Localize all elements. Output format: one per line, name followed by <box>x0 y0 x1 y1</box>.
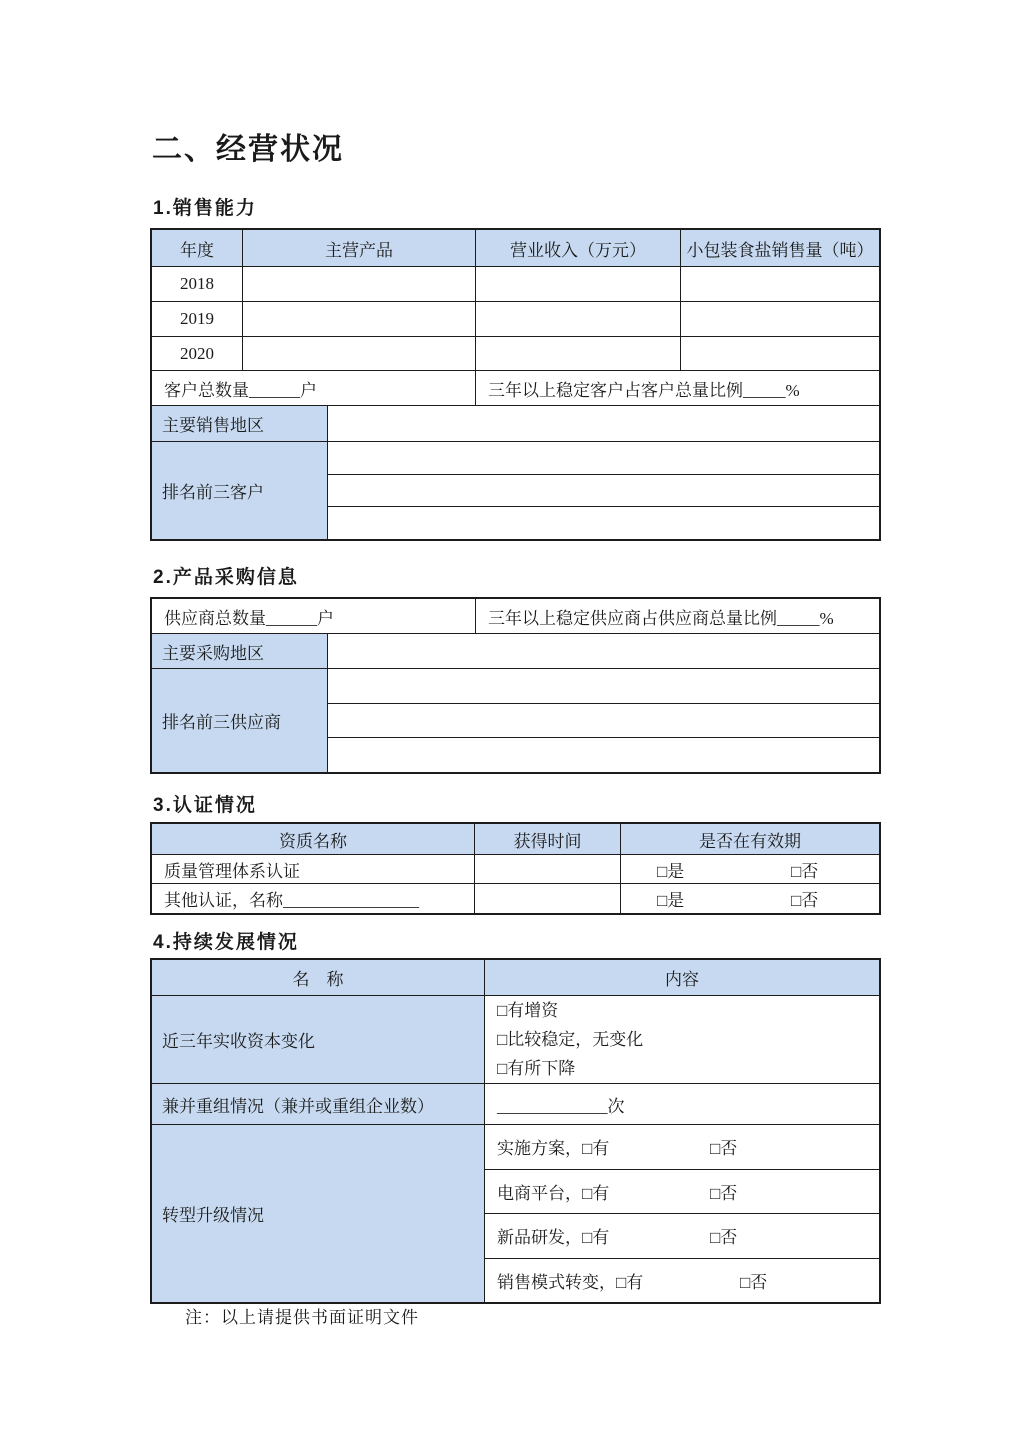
col-header-qualification: 资质名称 <box>152 824 474 854</box>
label-cell: 排名前三客户 <box>152 442 327 539</box>
checkbox-no[interactable]: □否 <box>791 861 819 881</box>
transformation-line <box>485 1213 879 1258</box>
page-title: 二、经营状况 <box>152 133 344 166</box>
merger-row <box>152 1083 879 1124</box>
supplier-total-field[interactable]: 供应商总数量______户 <box>164 608 334 628</box>
input-cell[interactable] <box>474 884 620 913</box>
checkbox-option[interactable]: □有所下降 <box>497 1059 576 1078</box>
year-cell: 2020 <box>180 343 214 363</box>
checkbox-yes[interactable]: □有 <box>582 1183 610 1203</box>
validity-cell <box>620 855 879 883</box>
table-row <box>152 266 879 301</box>
option-label: 电商平台， <box>497 1183 582 1203</box>
checkbox-no[interactable]: □否 <box>791 891 819 910</box>
input-cell[interactable] <box>242 267 475 301</box>
top3-suppliers-row <box>152 668 879 772</box>
input-cell[interactable] <box>328 442 879 474</box>
table-row <box>152 336 879 370</box>
customer-total-field[interactable]: 客户总数量______户 <box>164 380 317 400</box>
sales-region-row <box>152 405 879 441</box>
merger-count-field[interactable]: _____________次 <box>484 1084 879 1124</box>
supplier-total-row <box>152 599 879 633</box>
input-cell[interactable] <box>474 855 620 883</box>
customer-total-row <box>152 370 879 405</box>
label-cell: 主要销售地区 <box>152 406 327 441</box>
checkbox-yes[interactable]: □有 <box>616 1272 644 1292</box>
validity-cell <box>620 884 879 913</box>
sales-header-row <box>152 230 879 266</box>
col-header-revenue: 营业收入（万元） <box>475 230 680 266</box>
year-cell: 2018 <box>180 274 214 293</box>
checkbox-yes[interactable]: □有 <box>582 1228 610 1248</box>
checkbox-yes[interactable]: □是 <box>657 861 685 881</box>
input-cell[interactable] <box>475 337 680 370</box>
input-cell[interactable] <box>680 302 879 336</box>
development-header-row <box>152 960 879 995</box>
input-cell[interactable] <box>242 337 475 370</box>
input-cell[interactable] <box>475 267 680 301</box>
top3-customer-lines <box>327 442 879 539</box>
option-label: 新品研发， <box>497 1228 582 1248</box>
section-3-heading: 3.认证情况 <box>153 795 257 816</box>
label-cell: 转型升级情况 <box>152 1125 484 1302</box>
input-cell[interactable] <box>242 302 475 336</box>
input-cell[interactable] <box>328 506 879 539</box>
capital-change-row <box>152 995 879 1083</box>
checkbox-no[interactable]: □否 <box>710 1183 738 1203</box>
transformation-line <box>485 1258 879 1303</box>
input-cell[interactable] <box>328 474 879 507</box>
transformation-line <box>485 1169 879 1214</box>
checkbox-no[interactable]: □否 <box>710 1228 738 1248</box>
col-header-content: 内容 <box>484 960 879 995</box>
section-4-heading: 4.持续发展情况 <box>153 932 299 953</box>
development-table <box>150 958 881 1304</box>
label-cell: 主要采购地区 <box>152 634 327 668</box>
checkbox-yes[interactable]: □是 <box>657 891 685 910</box>
input-cell[interactable] <box>680 267 879 301</box>
qualification-name-other[interactable]: 其他认证，名称________________ <box>164 891 419 910</box>
year-cell: 2019 <box>180 309 214 328</box>
certification-table <box>150 822 881 915</box>
table-row <box>152 854 879 883</box>
table-row <box>152 301 879 336</box>
footnote: 注：以上请提供书面证明文件 <box>185 1308 419 1327</box>
stable-supplier-ratio-field[interactable]: 三年以上稳定供应商占供应商总量比例_____% <box>475 599 879 633</box>
col-header-validity: 是否在有效期 <box>620 824 879 854</box>
checkbox-no[interactable]: □否 <box>710 1139 738 1159</box>
label-cell: 近三年实收资本变化 <box>152 996 484 1083</box>
col-header-salt-volume: 小包装食盐销售量（吨） <box>680 230 879 266</box>
checkbox-option[interactable]: □有增资 <box>497 1001 559 1020</box>
input-cell[interactable] <box>680 337 879 370</box>
input-cell[interactable] <box>328 737 879 772</box>
transformation-row <box>152 1124 879 1302</box>
label-cell: 排名前三供应商 <box>152 669 327 772</box>
transformation-lines <box>484 1125 879 1302</box>
col-header-year: 年度 <box>152 230 242 266</box>
label-cell: 兼并重组情况（兼并或重组企业数） <box>152 1084 484 1124</box>
input-cell[interactable] <box>328 669 879 703</box>
input-cell[interactable] <box>475 302 680 336</box>
top3-customers-row <box>152 441 879 539</box>
option-label: 销售模式转变， <box>497 1272 616 1292</box>
col-header-name: 名 称 <box>152 960 484 995</box>
section-2-heading: 2.产品采购信息 <box>153 567 299 588</box>
col-header-product: 主营产品 <box>242 230 475 266</box>
capital-change-options <box>484 996 879 1083</box>
input-cell[interactable] <box>328 703 879 738</box>
checkbox-option[interactable]: □比较稳定，无变化 <box>497 1030 644 1049</box>
transformation-line <box>485 1125 879 1169</box>
option-label: 实施方案， <box>497 1139 582 1159</box>
input-cell[interactable] <box>327 406 879 441</box>
procurement-table <box>150 597 881 774</box>
checkbox-no[interactable]: □否 <box>740 1272 768 1292</box>
certification-header-row <box>152 824 879 854</box>
checkbox-yes[interactable]: □有 <box>582 1139 610 1159</box>
table-row <box>152 883 879 913</box>
section-1-heading: 1.销售能力 <box>153 198 257 219</box>
top3-supplier-lines <box>327 669 879 772</box>
sales-table <box>150 228 881 541</box>
stable-customer-ratio-field[interactable]: 三年以上稳定客户占客户总量比例_____% <box>475 371 879 405</box>
col-header-obtained-time: 获得时间 <box>474 824 620 854</box>
qualification-name: 质量管理体系认证 <box>164 861 300 881</box>
input-cell[interactable] <box>327 634 879 668</box>
procurement-region-row <box>152 633 879 668</box>
